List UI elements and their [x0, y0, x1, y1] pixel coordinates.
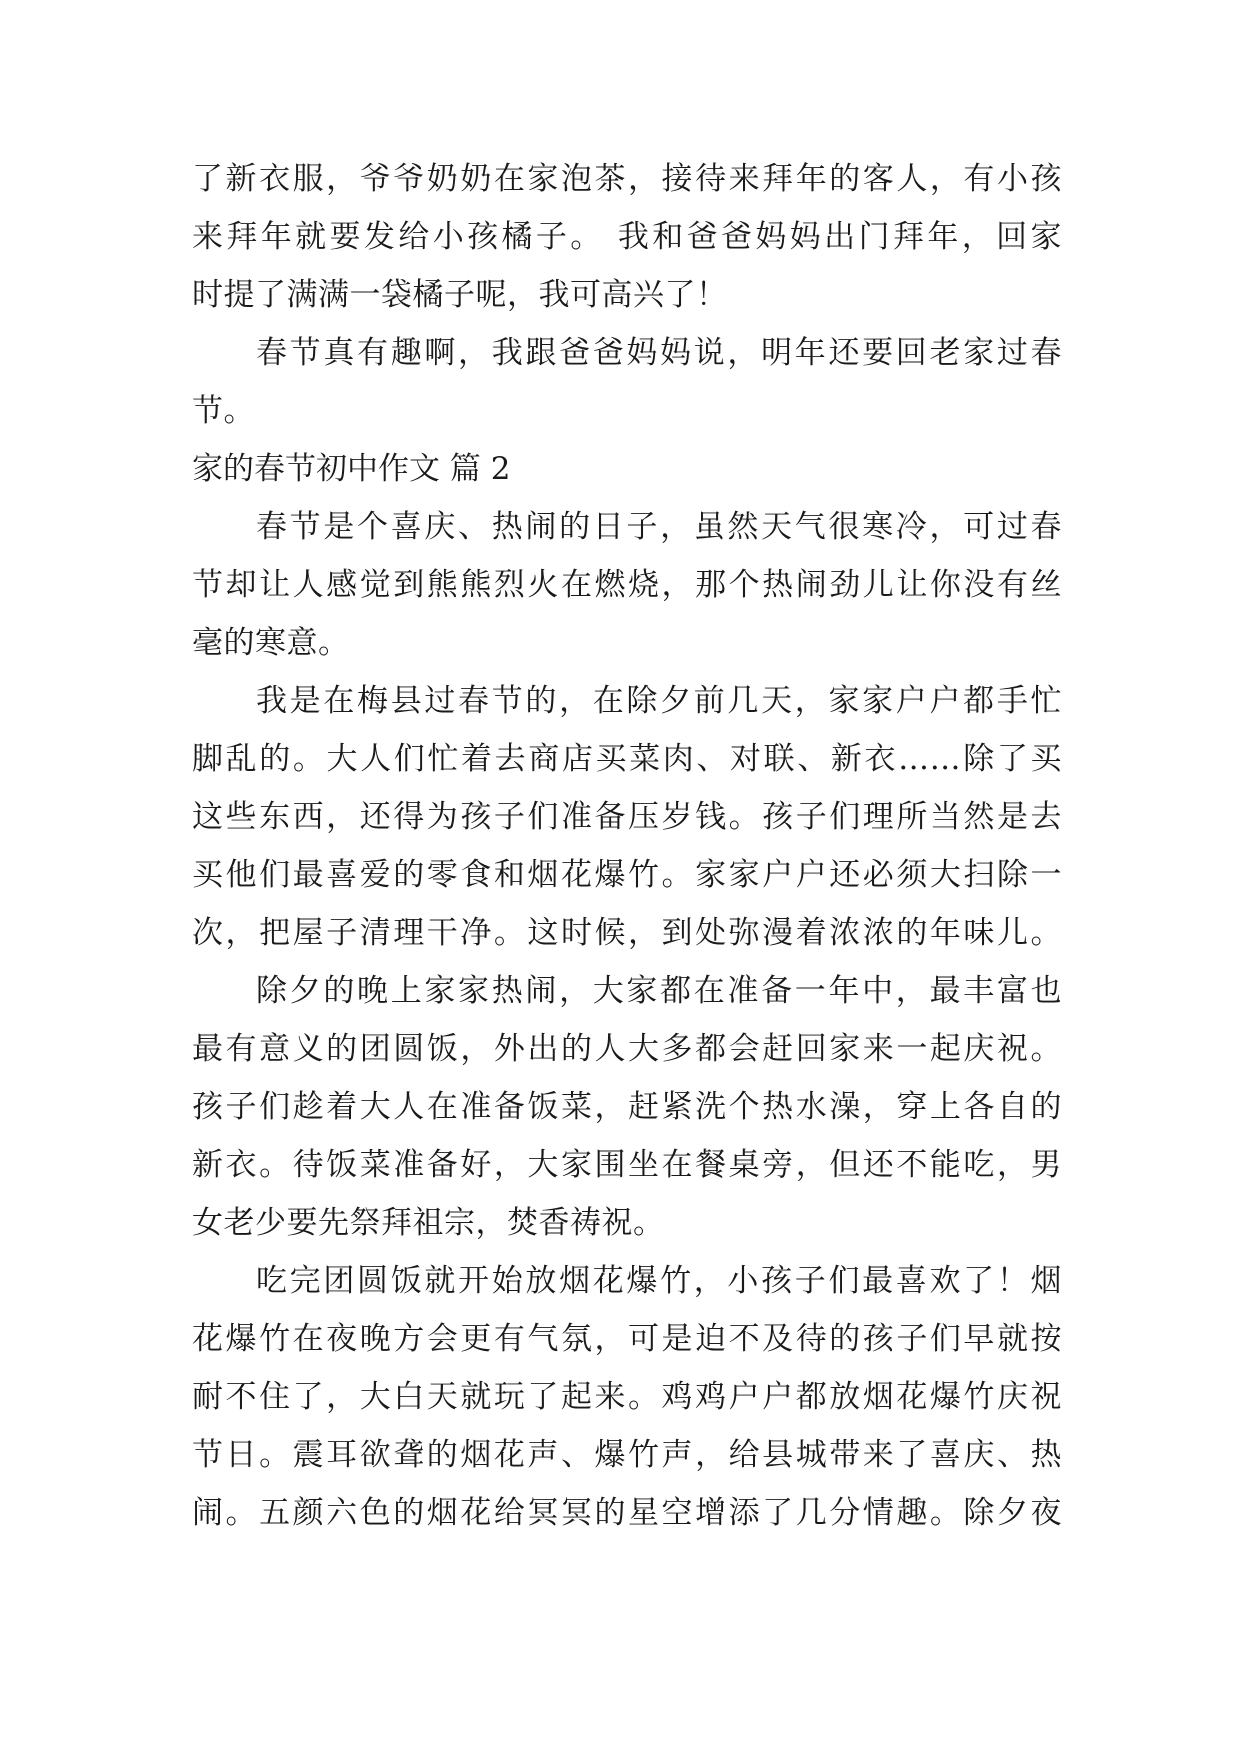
text-line: 新衣。待饭菜准备好，大家围坐在餐桌旁，但还不能吃，男 — [192, 1147, 1062, 1183]
text-line: 除夕的晚上家家热闹，大家都在准备一年中，最丰富也 — [256, 973, 1062, 1009]
text-line: 时提了满满一袋橘子呢，我可高兴了！ — [192, 277, 728, 313]
text-line: 孩子们趁着大人在准备饭菜，赶紧洗个热水澡，穿上各自的 — [192, 1089, 1062, 1125]
text-line: 节。 — [192, 393, 255, 429]
text-line: 节却让人感觉到熊熊烈火在燃烧，那个热闹劲儿让你没有丝 — [192, 567, 1062, 603]
document-body — [192, 150, 1062, 1542]
text-line: 毫的寒意。 — [192, 625, 350, 661]
text-line: 来拜年就要发给小孩橘子。 我和爸爸妈妈出门拜年，回家 — [192, 219, 1062, 255]
text-line: 女老少要先祭拜祖宗，焚香祷祝。 — [192, 1205, 665, 1241]
text-line: 买他们最喜爱的零食和烟花爆竹。家家户户还必须大扫除一 — [192, 857, 1062, 893]
text-line: 春节是个喜庆、热闹的日子，虽然天气很寒冷，可过春 — [256, 509, 1062, 545]
text-line: 我是在梅县过春节的，在除夕前几天，家家户户都手忙 — [256, 683, 1062, 719]
text-line: 脚乱的。大人们忙着去商店买菜肉、对联、新衣……除了买 — [192, 741, 1062, 777]
text-line: 吃完团圆饭就开始放烟花爆竹，小孩子们最喜欢了！烟 — [256, 1263, 1062, 1299]
text-line: 次，把屋子清理干净。这时候，到处弥漫着浓浓的年味儿。 — [192, 915, 1062, 951]
text-line: 节日。震耳欲聋的烟花声、爆竹声，给县城带来了喜庆、热 — [192, 1437, 1062, 1473]
section-heading: 家的春节初中作文 篇 2 — [192, 451, 511, 487]
text-line: 最有意义的团圆饭，外出的人大多都会赶回家来一起庆祝。 — [192, 1031, 1062, 1067]
text-line: 闹。五颜六色的烟花给冥冥的星空增添了几分情趣。除夕夜 — [192, 1495, 1062, 1531]
text-line: 春节真有趣啊，我跟爸爸妈妈说，明年还要回老家过春 — [256, 335, 1062, 371]
text-line: 了新衣服，爷爷奶奶在家泡茶，接待来拜年的客人，有小孩 — [192, 161, 1062, 197]
text-line: 这些东西，还得为孩子们准备压岁钱。孩子们理所当然是去 — [192, 799, 1062, 835]
text-line: 耐不住了，大白天就玩了起来。鸡鸡户户都放烟花爆竹庆祝 — [192, 1379, 1062, 1415]
text-line: 花爆竹在夜晚方会更有气氛，可是迫不及待的孩子们早就按 — [192, 1321, 1062, 1357]
